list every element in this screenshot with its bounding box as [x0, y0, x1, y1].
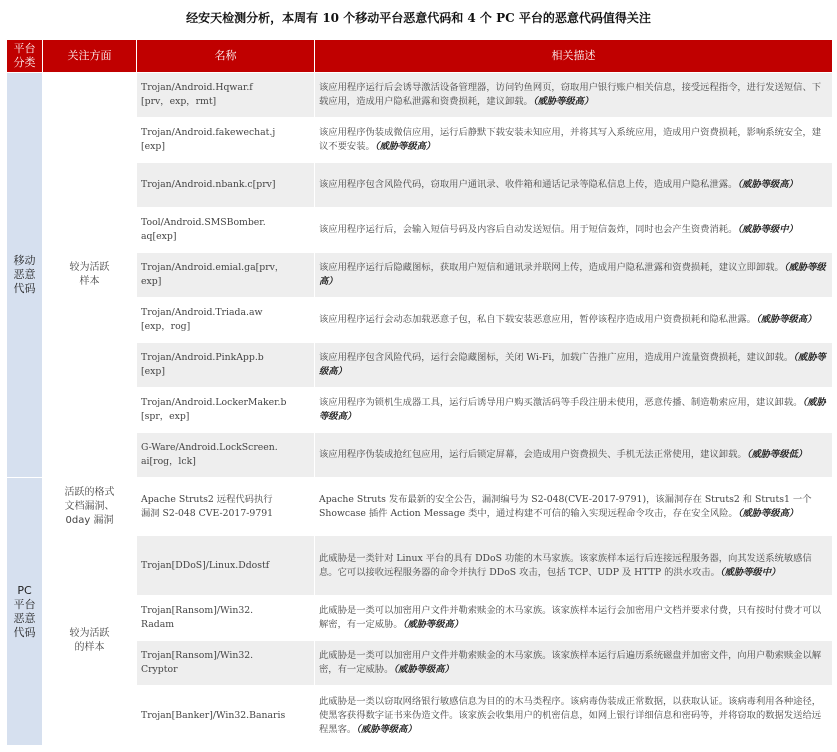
row-name: Trojan/Android.fakewechat.j [exp] [137, 118, 315, 163]
header-desc: 相关描述 [315, 40, 833, 73]
platform-mobile: 移动 恶意 代码 [7, 73, 43, 478]
platform-pc: PC 平台 恶意 代码 [7, 478, 43, 746]
threat-level: （威胁等级高） [319, 262, 826, 287]
row-name: Trojan/Android.nbank.c[prv] [137, 163, 315, 208]
threat-level: （威胁等级高） [374, 141, 436, 152]
row-desc: 此威胁是一类可以加密用户文件并勒索赎金的木马家族。该家族样本运行后遍历系统磁盘并加密文件，向用户勒索赎金以解密，有一定威胁。（威胁等级高） [315, 641, 833, 686]
threat-level: （威胁等级高） [319, 352, 826, 377]
threat-level: （威胁等级中） [737, 224, 798, 235]
row-desc: 此威胁是一类针对 Linux 平台的具有 DDoS 功能的木马家族。该家族样本运行后连接远程服务器，向其发送系统敏感信息。它可以接收远程服务器的命令并执行 DDoS 攻击，包括 TCP、UDP 及 HTTP 的洪水攻击。（威胁等级中） [315, 536, 833, 596]
header-name: 名称 [137, 40, 315, 73]
row-name: Tool/Android.SMSBomber. aq[exp] [137, 208, 315, 253]
threat-level: （威胁等级中） [719, 566, 781, 578]
row-name: Trojan/Android.Triada.aw [exp，rog] [137, 298, 315, 343]
row-desc: 该应用程序包含风险代码，窃取用户通讯录、收件箱和通话记录等隐私信息上传，造成用户隐私泄露。（威胁等级高） [315, 163, 833, 208]
focus-mobile-active: 较为活跃 样本 [43, 73, 137, 478]
table-caption: 经安天检测分析，本周有 10 个移动平台恶意代码和 4 个 PC 平台的恶意代码值得关注 [186, 11, 651, 25]
row-desc: 此威胁是一类可以加密用户文件并勒索赎金的木马家族。该家族样本运行会加密用户文档并要求付费，只有按时付费才可以解密，有一定威胁。（威胁等级高） [315, 596, 833, 641]
header-focus: 关注方面 [43, 40, 137, 73]
threat-level: （威胁等级高） [356, 723, 417, 735]
table-row [7, 478, 833, 536]
threat-level: （威胁等级高） [737, 507, 799, 519]
table-row [7, 536, 833, 596]
row-name: Apache Struts2 远程代码执行 漏洞 S2-048 CVE-2017-9791 [137, 478, 315, 536]
row-name: Trojan[Ransom]/Win32. Cryptor [137, 641, 315, 686]
row-desc: Apache Struts 发布最新的安全公告，漏洞编号为 S2-048(CVE-2017-9791)，该漏洞存在 Struts2 和 Struts1 一个 Showcase 插件 Action Message 类中，通过构建不可信的输入实现远程命令攻击，存在安全风险。（威胁等级高） [315, 478, 833, 536]
row-name: Trojan[DDoS]/Linux.Ddostf [137, 536, 315, 596]
row-name: Trojan/Android.LockerMaker.b [spr，exp] [137, 388, 315, 433]
row-name: G-Ware/Android.LockScreen. ai[rog，lck] [137, 433, 315, 478]
row-name: Trojan/Android.emial.ga[prv， exp] [137, 253, 315, 298]
row-desc: 该应用程序包含风险代码，运行会隐藏图标，关闭 Wi-Fi，加载广告推广应用，造成用户流量资费损耗，建议卸载。（威胁等级高） [315, 343, 833, 388]
focus-pc-active: 较为活跃 的样本 [43, 536, 137, 746]
threat-level: （威胁等级高） [319, 397, 826, 422]
table-row [7, 73, 833, 118]
row-desc: 该应用程序为锁机生成器工具，运行后诱导用户购买激活码等手段注册未使用，恶意传播、制造勒索应用，建议卸载。（威胁等级高） [315, 388, 833, 433]
threat-level: （威胁等级高） [393, 664, 454, 675]
row-name: Trojan[Banker]/Win32.Banaris [137, 686, 315, 746]
focus-pc-vuln: 活跃的格式 文档漏洞、 0day 漏洞 [43, 478, 137, 536]
threat-level: （威胁等级低） [746, 449, 808, 460]
threat-level: （威胁等级高） [737, 179, 798, 190]
row-name: Trojan/Android.PinkApp.b [exp] [137, 343, 315, 388]
row-desc: 该应用程序伪装成抢红包应用，运行后锁定屏幕，会造成用户资费损失、手机无法正常使用，建议卸载。（威胁等级低） [315, 433, 833, 478]
row-desc: 该应用程序运行后隐藏图标，获取用户短信和通讯录并联网上传，造成用户隐私泄露和资费损耗，建议立即卸载。（威胁等级高） [315, 253, 833, 298]
threat-level: （威胁等级高） [755, 314, 817, 325]
threat-level: （威胁等级高） [402, 619, 464, 630]
row-desc: 该应用程序伪装成微信应用，运行后静默下载安装未知应用，并将其写入系统应用，造成用户资费损耗，影响系统安全，建议不要安装。（威胁等级高） [315, 118, 833, 163]
table-header-row [7, 40, 833, 73]
threat-level: （威胁等级高） [532, 96, 594, 107]
row-desc: 该应用程序运行会动态加载恶意子包，私自下载安装恶意应用，暂停该程序造成用户资费损耗和隐私泄露。（威胁等级高） [315, 298, 833, 343]
row-name: Trojan[Ransom]/Win32. Radam [137, 596, 315, 641]
row-desc: 该应用程序运行后，会输入短信号码及内容后自动发送短信。用于短信轰炸，同时也会产生资费消耗。（威胁等级中） [315, 208, 833, 253]
malware-table [6, 39, 833, 746]
row-desc: 该应用程序运行后会诱导激活设备管理器，访问钓鱼网页，窃取用户银行账户相关信息，接受远程指令，进行发送短信、下载应用，造成用户隐私泄露和资费损耗，建议卸载。（威胁等级高） [315, 73, 833, 118]
row-desc: 此威胁是一类以窃取网络银行敏感信息为目的的木马类程序。该病毒伪装成正常数据，以获取认证。该病毒利用各种途径，使黑客获得数字证书来伪造文件。该家族会收集用户的机密信息，如网上银行详细信息和密码等，并将窃取的数据发送给远程黑客。（威胁等级高） [315, 686, 833, 746]
row-name: Trojan/Android.Hqwar.f [prv，exp，rmt] [137, 73, 315, 118]
header-platform: 平台 分类 [7, 40, 43, 73]
